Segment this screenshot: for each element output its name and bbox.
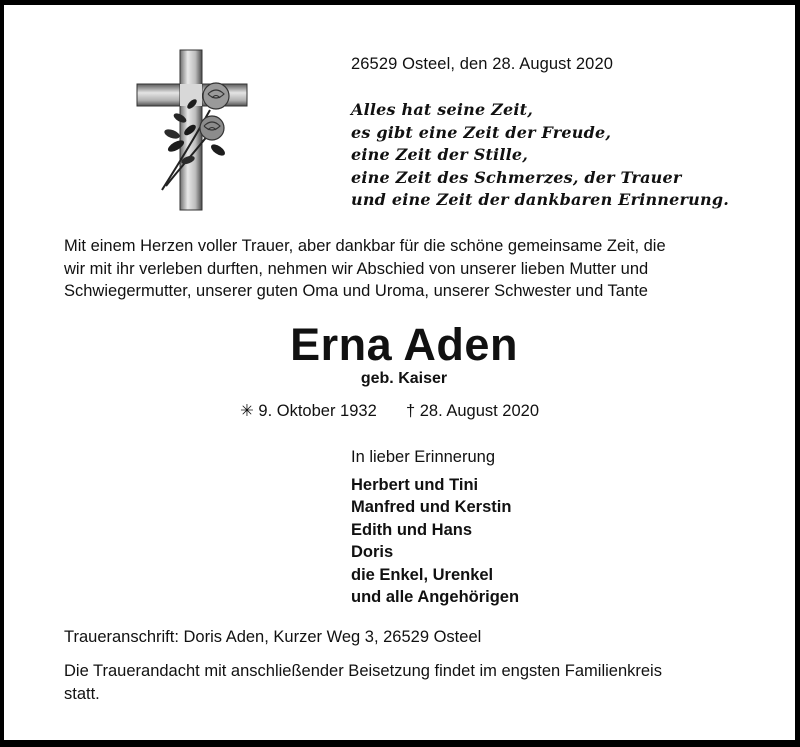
poem-line: Alles hat seine Zeit, <box>351 100 534 119</box>
intro-line: Schwiegermutter, unserer guten Oma und Uroma, unserer Schwester und Tante <box>64 282 648 300</box>
poem-line: eine Zeit des Schmerzes, der Trauer <box>351 167 682 187</box>
list-item: Herbert und Tini <box>351 475 479 494</box>
life-dates <box>240 401 539 421</box>
maiden-name: geb. Kaiser <box>360 370 448 387</box>
poem-line: eine Zeit der Stille, <box>351 145 529 164</box>
list-item: Manfred und Kerstin <box>351 498 512 516</box>
cross-with-roses-icon <box>132 48 252 213</box>
note-line: statt. <box>64 684 100 703</box>
intro-text <box>64 235 754 303</box>
poem-line: es gibt eine Zeit der Freude, <box>351 122 612 142</box>
survivors-heading: In lieber Erinnerung <box>351 448 496 466</box>
place-date: 26529 Osteel, den 28. August 2020 <box>351 55 614 73</box>
poem <box>351 99 729 212</box>
obituary-card <box>4 5 795 740</box>
birth-star-icon: ✳ <box>240 402 254 420</box>
intro-line: wir mit ihr verleben durften, nehmen wir Abschied von unserer lieben Mutter und <box>64 259 649 278</box>
intro-line: Mit einem Herzen voller Trauer, aber dankbar für die schöne gemeinsame Zeit, die <box>64 237 666 255</box>
mourning-address: Traueranschrift: Doris Aden, Kurzer Weg 3, 26529 Osteel <box>64 628 482 646</box>
poem-line: und eine Zeit der dankbaren Erinnerung. <box>351 190 729 209</box>
list-item: und alle Angehörigen <box>351 588 520 606</box>
death-cross-icon: † <box>405 402 416 420</box>
list-item: die Enkel, Urenkel <box>351 565 494 584</box>
survivors-list <box>351 446 519 609</box>
death-date: 28. August 2020 <box>419 402 539 420</box>
note-line: Die Trauerandacht mit anschließender Beisetzung findet im engsten Familienkreis <box>64 662 662 680</box>
funeral-note <box>64 660 764 705</box>
birth-date: 9. Oktober 1932 <box>258 402 377 420</box>
deceased-name: Erna Aden <box>290 319 518 370</box>
list-item: Edith und Hans <box>351 520 472 539</box>
list-item: Doris <box>351 543 394 561</box>
